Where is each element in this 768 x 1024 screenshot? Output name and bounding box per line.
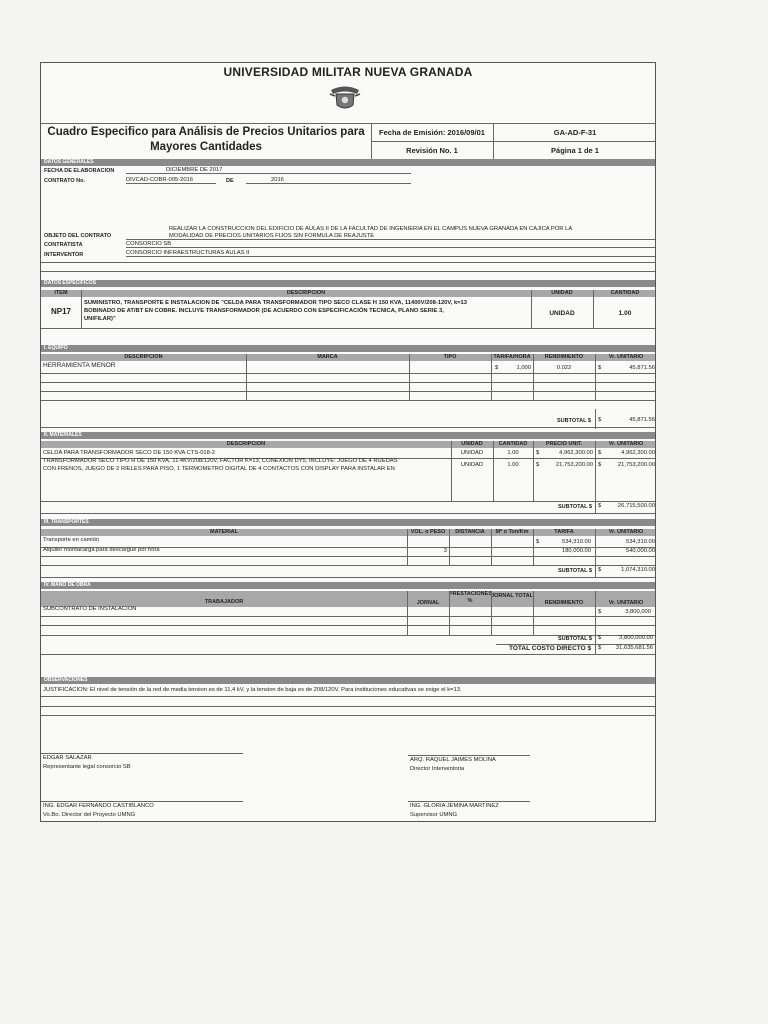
- col-descripcion: DESCRIPCION: [286, 290, 326, 296]
- mano-col-jornal: JORNAL: [416, 600, 440, 606]
- revision: Revisión No. 1: [406, 146, 458, 155]
- mano-row-cur: $: [598, 609, 602, 615]
- page-number: Página 1 de 1: [551, 146, 599, 155]
- mano-subtotal-cur: $: [598, 635, 602, 641]
- contratista-value: CONSORCIO SB: [126, 241, 655, 248]
- materiales-subtotal: 26,715,500.00: [617, 503, 655, 509]
- equipo-col-tipo: TIPO: [443, 354, 457, 360]
- materiales-col-cantidad: CANTIDAD: [498, 441, 528, 447]
- fecha-emision: Fecha de Emisión: 2016/09/01: [379, 128, 485, 137]
- section-equipo: I. EQUIPO: [41, 345, 655, 352]
- mano-col-prestaciones: PRESTACIONES %: [449, 591, 492, 604]
- transportes-row2-vr: 540,000.00: [625, 548, 655, 554]
- materiales-row2-desc: TRANSFORMADOR SECO TIPO H DE 150 KVA, 11.4KV/208/120V, FACTOR K=13, CONEXION DY5, INCLUYE: JUEGO DE 4 RUEDAS CON FRENOS, JUEGO DE 2 RIELES PARA PISO, 1 TERMOMETRO DIGITAL DE 4 CONTACTOS CON DISPLAY PARA INSTALAR EN: [43, 458, 398, 472]
- materiales-subtotal-label: SUBTOTAL $: [558, 504, 592, 510]
- materiales-row1-vr: 4,962,300.00: [621, 450, 655, 456]
- transportes-subtotal-cur: $: [598, 567, 602, 573]
- equipo-col-marca: MARCA: [317, 354, 338, 360]
- section-observaciones: OBSERVACIONES: [41, 677, 655, 684]
- mano-col-rendimiento: RENDIMIENTO: [544, 600, 584, 606]
- materiales-col-vr-unitario: Vr. UNITARIO: [608, 441, 644, 447]
- materiales-row1-precio: 4,962,300.00: [559, 450, 593, 456]
- document-sheet: [40, 62, 656, 822]
- transportes-col-vol: VOL. o PESO: [410, 529, 446, 535]
- equipo-col-descripcion: DESCRIPCION: [124, 354, 163, 360]
- de-value: 2016: [246, 177, 411, 184]
- firma-4-name: ING. GLORIA JEMINA MARTINEZ: [410, 803, 499, 809]
- transportes-row1-material: Transporte en camión: [43, 537, 100, 543]
- transportes-subtotal: 1,074,310.00: [621, 567, 655, 573]
- total-costo-directo-label: TOTAL COSTO DIRECTO $: [509, 645, 592, 652]
- materiales-row2-cant: 1.00: [507, 462, 519, 468]
- firma-4-role: Supervisor UMNG: [410, 812, 458, 818]
- document-code: GA-AD-F-31: [553, 128, 597, 137]
- fecha-label: FECHA DE ELABORACION: [44, 168, 115, 174]
- fecha-value: DICIEMBRE DE 2017: [126, 167, 411, 174]
- materiales-row2-cur2: $: [598, 462, 602, 468]
- section-transportes: III. TRANSPORTES: [41, 519, 655, 526]
- col-unidad: UNIDAD: [551, 290, 573, 296]
- firma-3-role: Vo.Bo. Director del Proyecto UMNG: [43, 812, 136, 818]
- observaciones-text: JUSTIFICACION: El nivel de tensión de la red de media tension es de 11,4 kV, y la tension de baja es de 208/120V. Para instituciones educativas se exige el k=13.: [43, 687, 462, 693]
- interventor-value: CONSORCIO INFRAESTRUCTURAS AULAS II: [126, 250, 655, 257]
- materiales-col-descripcion: DESCRIPCION: [226, 441, 266, 447]
- section-datos-especificos: DATOS ESPECIFICOS: [41, 280, 655, 287]
- mano-row-vr: 3,800,000: [625, 609, 651, 615]
- equipo-subtotal-cur: $: [598, 417, 602, 423]
- transportes-row1-cur: $: [536, 539, 540, 545]
- mano-col-trabajador: TRABAJADOR: [204, 599, 244, 605]
- equipo-row-cur1: $: [495, 365, 499, 371]
- equipo-subtotal: 45,871.56: [629, 417, 655, 423]
- mano-subtotal-label: SUBTOTAL $: [558, 636, 592, 642]
- firma-2-name: ARQ. RAQUEL JAIMES MOLINA: [410, 757, 496, 763]
- firma-3-name: ING. EDGAR FERNANDO CASTIBLANCO: [43, 803, 154, 809]
- materiales-row1-cur2: $: [598, 450, 602, 456]
- objeto-line-1: REALIZAR LA CONSTRUCCION DEL EDIFICIO DE AULAS II DE LA FACULTAD DE INGENIERIA EN EL CAMPUS NUEVA GRANADA EN CAJICA POR LA: [169, 226, 573, 232]
- transportes-col-vr-unitario: Vr. UNITARIO: [608, 529, 644, 535]
- materiales-row1-desc: CELDA PARA TRANSFORMADOR SECO DE 150 KVA CTS-018-2: [43, 450, 216, 456]
- materiales-row2-cur1: $: [536, 462, 540, 468]
- university-seal-icon: [328, 85, 362, 111]
- transportes-row2-material: Alquiler montacarga para descargue por hora: [43, 547, 160, 553]
- equipo-row-tarifa: 1,000: [516, 365, 531, 371]
- document-title: Cuadro Especifico para Análisis de Precios Unitarios para Mayores Cantidades: [47, 126, 365, 153]
- equipo-row-cur2: $: [598, 365, 602, 371]
- transportes-row1-vr: 534,310.00: [625, 539, 655, 545]
- materiales-row1-unidad: UNIDAD: [460, 450, 484, 456]
- section-mano-obra: IV. MANO DE OBRA: [41, 582, 655, 589]
- transportes-row1-tarifa: 534,310.00: [561, 539, 591, 545]
- equipo-col-tarifa: TARIFA/HORA: [493, 354, 531, 360]
- firma-2-role: Director Interventoria: [410, 766, 465, 772]
- item-unidad: UNIDAD: [549, 310, 575, 317]
- contratista-label: CONTRATISTA: [44, 242, 83, 248]
- de-label: DE: [226, 178, 234, 184]
- firma-1-role: Representante legal consorcio SB: [43, 764, 131, 770]
- col-item: ITEM: [54, 290, 68, 296]
- contrato-value: DIVCAD-COBR-005-2016: [126, 177, 216, 184]
- interventor-label: INTERVENTOR: [44, 252, 84, 258]
- transportes-col-material: MATERIAL: [209, 529, 238, 535]
- objeto-line-2: MODALIDAD DE PRECIOS UNITARIOS FIJOS SIN FORMULA DE REAJUSTE: [126, 233, 655, 240]
- materiales-subtotal-cur: $: [598, 503, 602, 509]
- materiales-col-unidad: UNIDAD: [461, 441, 483, 447]
- equipo-row-rendimiento: 0.022: [556, 365, 572, 371]
- item-code: NP17: [50, 307, 71, 316]
- item-description: SUMINISTRO, TRANSPORTE E INSTALACION DE "CELDA PARA TRANSFORMADOR TIPO SECO CLASE H 150 KVA, 11400V/208-120V, k=13 BOBINADO DE AT/BT EN COBRE. INCLUYE TRANSFORMADOR (DE ACUERDO CON ESPECIFICACIÓN TECNICA, PLANO SERIE 3, UNIFILAR)": [84, 300, 468, 322]
- mano-col-jornal-total: JORNAL TOTAL: [491, 593, 533, 599]
- firma-1-name: EDGAR SALAZAR: [43, 755, 92, 761]
- transportes-col-m3: Mº o Ton/Km: [495, 529, 529, 535]
- equipo-subtotal-label: SUBTOTAL $: [557, 418, 591, 424]
- section-materiales: II. MATERIALES: [41, 432, 655, 439]
- contrato-label: CONTRATO No.: [44, 178, 86, 184]
- materiales-row2-vr: 21,753,200.00: [617, 462, 655, 468]
- equipo-row-desc: HERRAMIENTA MENOR: [43, 362, 116, 369]
- objeto-label: OBJETO DEL CONTRATO: [44, 233, 112, 239]
- col-cantidad: CANTIDAD: [610, 290, 640, 296]
- materiales-row2-unidad: UNIDAD: [460, 462, 484, 468]
- total-costo-directo-cur: $: [598, 645, 602, 651]
- item-cantidad: 1.00: [618, 310, 632, 317]
- transportes-row2-tarifa: 180,000.00: [561, 548, 591, 554]
- transportes-col-distancia: DISTANCIA: [455, 529, 485, 535]
- transportes-subtotal-label: SUBTOTAL $: [558, 568, 592, 574]
- materiales-row1-cant: 1.00: [507, 450, 519, 456]
- university-name: UNIVERSIDAD MILITAR NUEVA GRANADA: [223, 65, 473, 79]
- section-datos-generales: DATOS GENERALES: [41, 159, 655, 166]
- transportes-col-tarifa: TARIFA: [554, 529, 574, 535]
- total-costo-directo: 31,635,681.56: [615, 645, 653, 651]
- equipo-col-rendimiento: RENDIMIENTO: [544, 354, 584, 360]
- mano-subtotal: 3,800,000.00: [619, 635, 653, 641]
- equipo-row-vr: 45,871.56: [629, 365, 655, 371]
- mano-row-trabajador: SUBCONTRATO DE INSTALACION: [43, 606, 137, 612]
- materiales-row2-precio: 21,753,200.00: [555, 462, 593, 468]
- mano-col-vr-unitario: Vr. UNITARIO: [608, 600, 644, 606]
- materiales-row1-cur1: $: [536, 450, 540, 456]
- materiales-col-precio: PRECIO UNIT.: [545, 441, 583, 447]
- equipo-col-vr-unitario: Vr. UNITARIO: [608, 354, 644, 360]
- transportes-row2-vol: 3: [443, 548, 447, 554]
